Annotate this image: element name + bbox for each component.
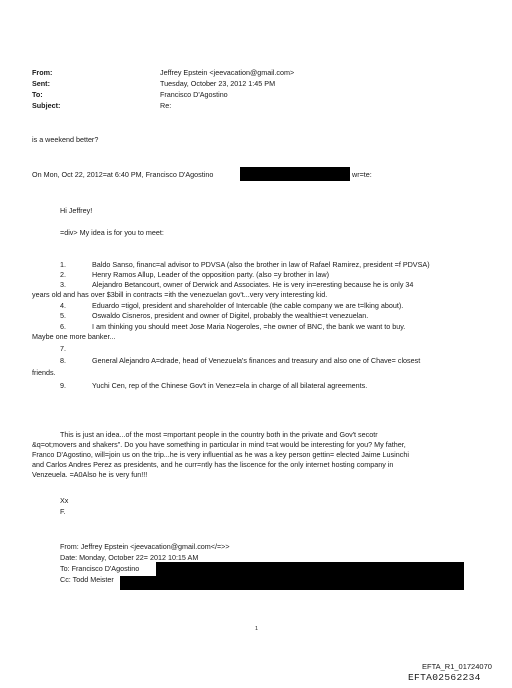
signature-xx: Xx [60,496,69,505]
subject-label: Subject: [32,101,61,110]
opening-line: is a weekend better? [32,135,99,144]
list-item-text: I am thinking you should meet Jose Maria Nogeroles, =he owner of BNC, the bank we want to buy. [92,322,406,331]
quote-intro-start: On Mon, Oct 22, 2012=at 6:40 PM, Francisco D'Agostino [32,170,214,179]
list-item-text: Eduardo =tigol, president and shareholder of Intercable (the cable company we are t=lking about). [92,301,404,310]
list-item-continuation: Maybe one more banker... [32,332,116,341]
list-item-number: 6. [60,322,66,331]
to-value: Francisco D'Agostino [160,90,228,99]
bates-id-large: EFTA02562234 [408,672,481,683]
from-value: Jeffrey Epstein <jeevacation@gmail.com> [160,68,295,77]
bates-id-small: EFTA_R1_01724070 [422,662,492,671]
list-item-number: 9. [60,381,66,390]
sent-value: Tuesday, October 23, 2012 1:45 PM [160,79,276,88]
list-item-number: 1. [60,260,66,269]
list-item-number: 7. [60,344,66,353]
paragraph-line: Venzeuela. =A0Also he is very fun!!! [32,470,148,479]
fwd-date: Date: Monday, October 22= 2012 10:15 AM [60,553,199,562]
to-label: To: [32,90,43,99]
list-item-text: Oswaldo Cisneros, president and owner of Digitel, probably the wealthie=t venezuelan. [92,311,369,320]
paragraph-line: Franco D'Agostino, will=join us on the trip...he is very influential as he was a key person gettin= elected Jaime Lusinchi [32,450,409,459]
sent-label: Sent: [32,79,50,88]
paragraph-line: &q=ot;movers and shakers". Do you have something in particular in mind t=at would be interesting for you? My father, [32,440,406,449]
signature-initial: F. [60,507,66,516]
list-item-text: Henry Ramos Allup, Leader of the opposition party. (also =y brother in law) [92,270,329,279]
page-number: 1 [255,626,259,632]
fwd-cc: Cc: Todd Meister [60,575,114,584]
paragraph-line: and Carlos Andres Perez as presidents, and he curr=ntly has the liscence for the only internet hosting company in [32,460,394,469]
list-item-text: Baldo Sanso, financ=al advisor to PDVSA (also the brother in law of Rafael Ramirez, president =f PDVSA) [92,260,430,269]
list-item-continuation: friends. [32,368,56,377]
greeting: Hi Jeffrey! [60,206,93,215]
redaction-block [120,576,464,590]
list-item-text: Alejandro Betancourt, owner of Derwick and Associates. He is very in=eresting because he is only 34 [92,280,414,289]
subject-value: Re: [160,101,172,110]
list-item-continuation: years old and has over $3bill in contracts =ith the venezuelan gov't...very very interesting kid. [32,290,328,299]
list-item-number: 3. [60,280,66,289]
redaction-block [156,562,464,576]
list-item-number: 4. [60,301,66,310]
list-item-number: 2. [60,270,66,279]
intro-line: =div> My idea is for you to meet: [60,228,164,237]
fwd-to: To: Francisco D'Agostino [60,564,140,573]
paragraph-line: This is just an idea...of the most =mportant people in the country both in the private and Gov't secotr [60,430,378,439]
list-item-number: 5. [60,311,66,320]
list-item-text: General Alejandro A=drade, head of Venezuela's finances and treasury and also one of Chave= closest [92,356,421,365]
quote-intro-end: wr=te: [352,170,372,179]
redaction-block [240,167,350,181]
list-item-number: 8. [60,356,66,365]
from-label: From: [32,68,53,77]
list-item-text: Yuchi Cen, rep of the Chinese Gov't in Venez=ela in charge of all bilateral agreements. [92,381,368,390]
fwd-from: From: Jeffrey Epstein <jeevacation@gmail.com</=>> [60,542,230,551]
